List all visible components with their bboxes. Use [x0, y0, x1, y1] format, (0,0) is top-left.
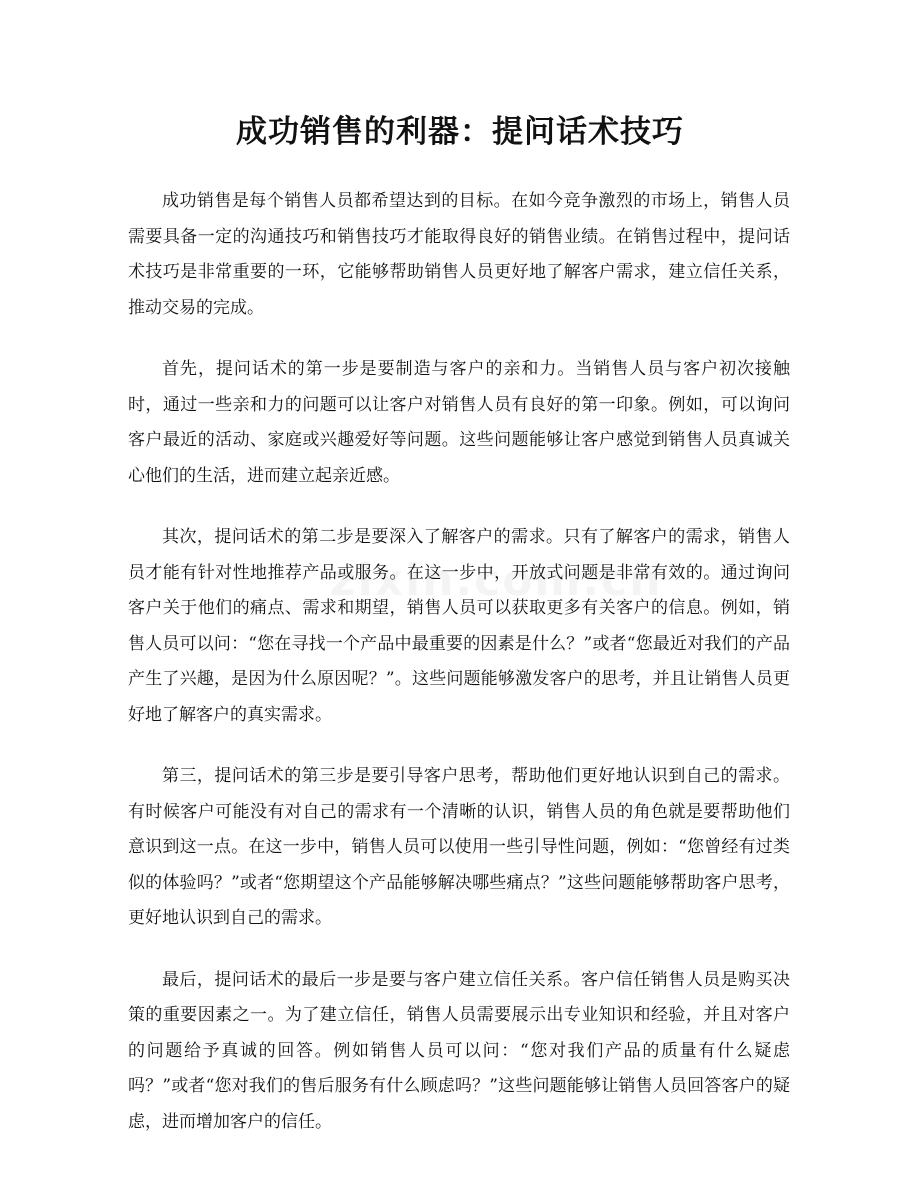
paragraph-intro: 成功销售是每个销售人员都希望达到的目标。在如今竞争激烈的市场上，销售人员需要具备一定的沟通技巧和销售技巧才能取得良好的销售业绩。在销售过程中，提问话术技巧是非常重要的一环，它能够帮助销售人员更好地了解客户需求，建立信任关系，推动交易的完成。	[128, 191, 790, 318]
document-title: 成功销售的利器：提问话术技巧	[236, 114, 684, 150]
paragraph-second-step: 其次，提问话术的第二步是要深入了解客户的需求。只有了解客户的需求，销售人员才能有针对性地推荐产品或服务。在这一步中，开放式问题是非常有效的。通过询问客户关于他们的痛点、需求和期望，销售人员可以获取更多有关客户的信息。例如，销售人员可以问：“您在寻找一个产品中最重要的因素是什么？”或者“您最近对我们的产品产生了兴趣，是因为什么原因呢？”。这些问题能够激发客户的思考，并且让销售人员更好地了解客户的真实需求。	[128, 527, 790, 725]
paragraph-final-step: 最后，提问话术的最后一步是要与客户建立信任关系。客户信任销售人员是购买决策的重要因素之一。为了建立信任，销售人员需要展示出专业知识和经验，并且对客户的问题给予真诚的回答。例如销售人员可以问：“您对我们产品的质量有什么疑虑吗？”或者“您对我们的售后服务有什么顾虑吗？”这些问题能够让销售人员回答客户的疑虑，进而增加客户的信任。	[128, 969, 790, 1132]
paragraph-first-step: 首先，提问话术的第一步是要制造与客户的亲和力。当销售人员与客户初次接触时，通过一些亲和力的问题可以让客户对销售人员有良好的第一印象。例如，可以询问客户最近的活动、家庭或兴趣爱好等问题。这些问题能够让客户感觉到销售人员真诚关心他们的生活，进而建立起亲近感。	[128, 359, 790, 486]
paragraph-third-step: 第三，提问话术的第三步是要引导客户思考，帮助他们更好地认识到自己的需求。有时候客户可能没有对自己的需求有一个清晰的认识，销售人员的角色就是要帮助他们意识到这一点。在这一步中，销售人员可以使用一些引导性问题，例如：“您曾经有过类似的体验吗？”或者“您期望这个产品能够解决哪些痛点？”这些问题能够帮助客户思考，更好地认识到自己的需求。	[128, 766, 790, 928]
document-body	[128, 184, 790, 1166]
